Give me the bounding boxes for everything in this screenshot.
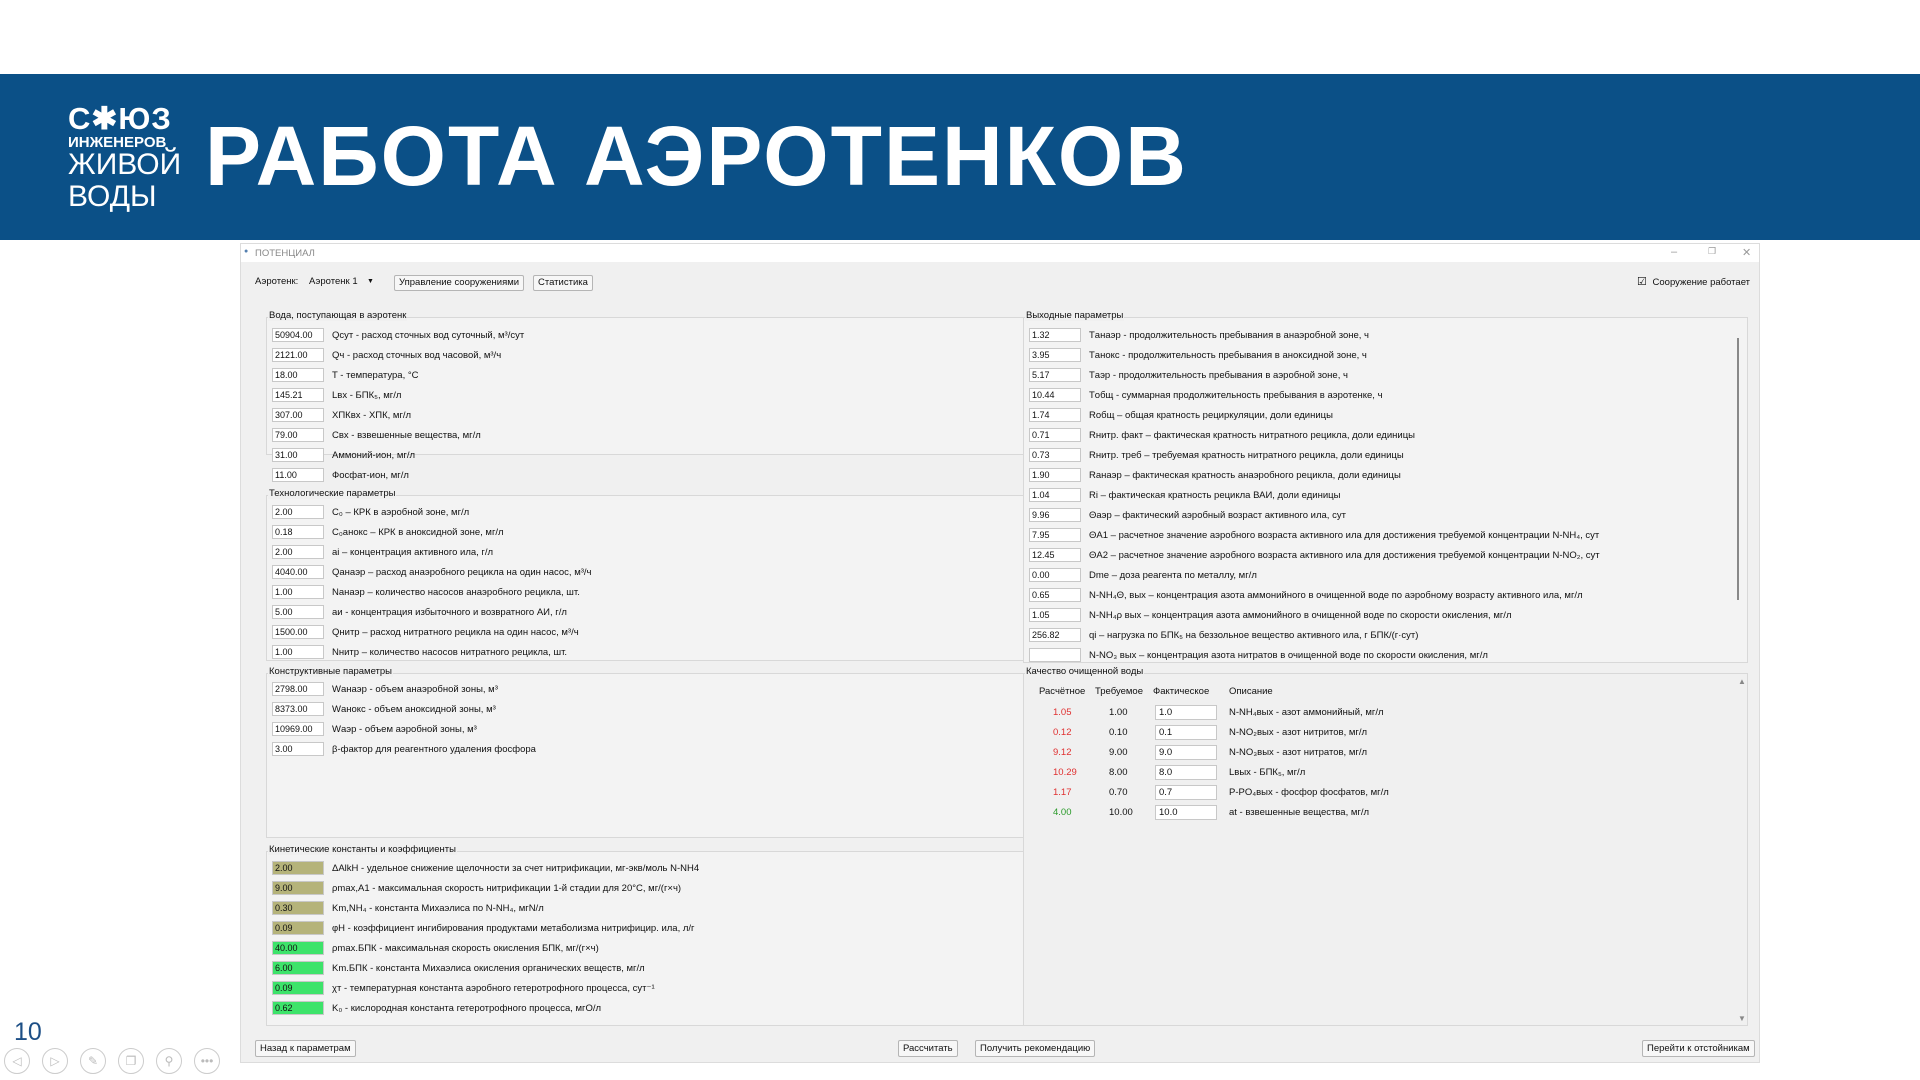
- calc-value: 1.17: [1053, 787, 1072, 798]
- value-field[interactable]: 0.09: [272, 981, 324, 995]
- value-field[interactable]: [1029, 648, 1081, 662]
- value-field[interactable]: 0.18: [272, 525, 324, 539]
- quality-row: [1039, 805, 1459, 821]
- construct-param-row: [272, 721, 477, 737]
- param-label: Qанаэр – расход анаэробного рецикла на один насос, м³/ч: [332, 566, 592, 578]
- output-param-row: [1029, 647, 1488, 663]
- value-field[interactable]: 5.17: [1029, 368, 1081, 382]
- output-panel: [1023, 317, 1748, 663]
- quality-title: Качество очищенной воды: [1026, 666, 1144, 677]
- param-label: Dme – доза реагента по металлу, мг/л: [1089, 569, 1257, 581]
- kinetic-param-row: [272, 860, 699, 876]
- value-field[interactable]: 1.32: [1029, 328, 1081, 342]
- construct-param-row: [272, 701, 496, 717]
- logo: [68, 103, 180, 212]
- required-value: 8.00: [1109, 767, 1128, 778]
- value-field[interactable]: 2.00: [272, 861, 324, 875]
- param-label: ΘA2 – расчетное значение аэробного возраста активного ила для достижения требуемой концентрации N-NO₂, сут: [1089, 549, 1600, 561]
- value-field[interactable]: 1.00: [272, 645, 324, 659]
- water-in-row: [272, 347, 501, 363]
- param-label: Tанаэр - продолжительность пребывания в анаэробной зоне, ч: [1089, 329, 1369, 341]
- value-field[interactable]: 2798.00: [272, 682, 324, 696]
- tech-title: Технологические параметры: [269, 488, 396, 499]
- actual-value-input[interactable]: 0.1: [1155, 725, 1217, 740]
- param-label: T - температура, °С: [332, 369, 419, 381]
- value-field[interactable]: 18.00: [272, 368, 324, 382]
- value-field[interactable]: 9.00: [272, 881, 324, 895]
- quality-row: [1039, 765, 1459, 781]
- tank-select[interactable]: [309, 275, 377, 291]
- param-label: ai – концентрация активного ила, г/л: [332, 546, 494, 558]
- param-label: Θаэр – фактический аэробный возраст активного ила, сут: [1089, 509, 1346, 521]
- minimize-icon[interactable]: –: [1671, 246, 1678, 258]
- next-icon[interactable]: ▷: [42, 1048, 68, 1074]
- actual-value-input[interactable]: 1.0: [1155, 705, 1217, 720]
- output-param-row: [1029, 407, 1333, 423]
- param-label: Свх - взвешенные вещества, мг/л: [332, 429, 481, 441]
- param-label: Аммоний-ион, мг/л: [332, 449, 415, 461]
- param-label: Wаэр - объем аэробной зоны, м³: [332, 723, 477, 735]
- close-icon[interactable]: ✕: [1742, 247, 1752, 259]
- zoom-icon[interactable]: ⚲: [156, 1048, 182, 1074]
- app-icon: ●: [244, 248, 249, 255]
- output-param-row: [1029, 367, 1348, 383]
- param-label: Qсут - расход сточных вод суточный, м³/сут: [332, 329, 525, 341]
- param-label: ХПКвх - ХПК, мг/л: [332, 409, 412, 421]
- quality-row: [1039, 745, 1459, 761]
- param-label: C₀ – КРК в аэробной зоне, мг/л: [332, 506, 470, 518]
- water-in-title: Вода, поступающая в аэротенк: [269, 310, 407, 321]
- output-title: Выходные параметры: [1026, 310, 1124, 321]
- tech-param-row: [272, 564, 592, 580]
- quality-row: [1039, 785, 1459, 801]
- value-field[interactable]: 1.00: [272, 585, 324, 599]
- value-field[interactable]: 1.90: [1029, 468, 1081, 482]
- actual-value-input[interactable]: 10.0: [1155, 805, 1217, 820]
- scrollbar[interactable]: [1737, 338, 1739, 600]
- param-label: Rнитр. треб – требуемая кратность нитратного рецикла, доли единицы: [1089, 449, 1404, 461]
- tank-label: Аэротенк:: [255, 276, 299, 287]
- go-to-settlers-button[interactable]: Перейти к отстойникам: [1642, 1040, 1755, 1057]
- param-label: Nнитр – количество насосов нитратного рецикла, шт.: [332, 646, 568, 658]
- pen-icon[interactable]: ✎: [80, 1048, 106, 1074]
- value-field[interactable]: 307.00: [272, 408, 324, 422]
- quality-description: N-NO₂вых - азот нитритов, мг/л: [1229, 727, 1368, 738]
- kinetic-param-row: [272, 960, 645, 976]
- output-param-row: [1029, 587, 1583, 603]
- required-value: 10.00: [1109, 807, 1133, 818]
- slides-icon[interactable]: ❐: [118, 1048, 144, 1074]
- col-header-required: Требуемое: [1095, 686, 1143, 697]
- water-in-row: [272, 427, 481, 443]
- construct-param-row: [272, 741, 536, 757]
- actual-value-input[interactable]: 9.0: [1155, 745, 1217, 760]
- water-in-row: [272, 407, 411, 423]
- tank-select-value: Аэротенк 1: [309, 276, 358, 287]
- logo-line: ИНЖЕНЕРОВ: [68, 134, 167, 151]
- param-label: Tаэр - продолжительность пребывания в аэробной зоне, ч: [1089, 369, 1348, 381]
- param-label: Tанокс - продолжительность пребывания в аноксидной зоне, ч: [1089, 349, 1367, 361]
- value-field[interactable]: 10969.00: [272, 722, 324, 736]
- value-field[interactable]: 11.00: [272, 468, 324, 482]
- water-in-row: [272, 467, 409, 483]
- param-label: Rнитр. факт – фактическая кратность нитратного рецикла, доли единицы: [1089, 429, 1415, 441]
- quality-row: [1039, 725, 1459, 741]
- quality-description: N-NH₄вых - азот аммонийный, мг/л: [1229, 707, 1384, 718]
- kinetic-param-row: [272, 1000, 601, 1016]
- param-label: Qч - расход сточных вод часовой, м³/ч: [332, 349, 502, 361]
- kinetic-title: Кинетические константы и коэффициенты: [269, 844, 456, 855]
- manage-structures-button[interactable]: Управление сооружениями: [394, 275, 524, 291]
- output-param-row: [1029, 427, 1415, 443]
- col-header-calc: Расчётное: [1039, 686, 1086, 697]
- output-param-row: [1029, 487, 1340, 503]
- col-header-description: Описание: [1229, 686, 1273, 697]
- output-param-row: [1029, 467, 1401, 483]
- param-label: Wанаэр - объем анаэробной зоны, м³: [332, 683, 498, 695]
- kinetic-param-row: [272, 940, 599, 956]
- value-field[interactable]: 2121.00: [272, 348, 324, 362]
- quality-description: at - взвешенные вещества, мг/л: [1229, 807, 1370, 818]
- value-field[interactable]: 6.00: [272, 961, 324, 975]
- param-label: N-NH₄ρ вых – концентрация азота аммонийного в очищенной воде по скорости окисления, мг/л: [1089, 609, 1512, 621]
- output-param-row: [1029, 567, 1257, 583]
- param-label: Nанаэр – количество насосов анаэробного рецикла, шт.: [332, 586, 580, 598]
- param-label: β-фактор для реагентного удаления фосфора: [332, 743, 536, 755]
- output-param-row: [1029, 387, 1383, 403]
- output-param-row: [1029, 607, 1512, 623]
- slide-title: РАБОТА АЭРОТЕНКОВ: [205, 109, 1188, 203]
- quality-description: N-NO₃вых - азот нитратов, мг/л: [1229, 747, 1367, 758]
- slide-number: 10: [14, 1018, 42, 1046]
- param-label: ρmax.БПК - максимальная скорость окисления БПК, мг/(г×ч): [332, 942, 599, 954]
- value-field[interactable]: 50904.00: [272, 328, 324, 342]
- value-field[interactable]: 0.73: [1029, 448, 1081, 462]
- output-param-row: [1029, 447, 1404, 463]
- scroll-up-icon[interactable]: ▲: [1738, 677, 1746, 686]
- quality-description: P-PO₄вых - фосфор фосфатов, мг/л: [1229, 787, 1389, 798]
- value-field[interactable]: 40.00: [272, 941, 324, 955]
- param-label: Km.БПК - константа Михаэлиса окисления органических веществ, мг/л: [332, 962, 645, 974]
- works-checkbox-label: Сооружение работает: [1652, 277, 1751, 288]
- app-window: [240, 243, 1760, 1063]
- param-label: Фосфат-ион, мг/л: [332, 469, 409, 481]
- value-field[interactable]: 0.65: [1029, 588, 1081, 602]
- param-label: Qнитр – расход нитратного рецикла на один насос, м³/ч: [332, 626, 579, 638]
- get-recommendation-button[interactable]: Получить рекомендацию: [975, 1040, 1095, 1057]
- param-label: N-NO₃ вых – концентрация азота нитратов в очищенной воде по скорости окисления, мг/л: [1089, 649, 1488, 661]
- quality-panel: [1023, 673, 1748, 1026]
- more-icon[interactable]: •••: [194, 1048, 220, 1074]
- output-param-row: [1029, 527, 1599, 543]
- value-field[interactable]: 10.44: [1029, 388, 1081, 402]
- value-field[interactable]: 31.00: [272, 448, 324, 462]
- value-field[interactable]: 1.04: [1029, 488, 1081, 502]
- output-param-row: [1029, 507, 1346, 523]
- presentation-toolbar: [4, 1048, 220, 1074]
- maximize-icon[interactable]: ❐: [1708, 246, 1717, 256]
- actual-value-input[interactable]: 0.7: [1155, 785, 1217, 800]
- checkbox-icon: ☑: [1637, 276, 1647, 288]
- output-param-row: [1029, 627, 1418, 643]
- param-label: qi – нагрузка по БПК₅ на беззольное вещество активного ила, г БПК/(г·сут): [1089, 629, 1419, 641]
- param-label: Wанокс - объем аноксидной зоны, м³: [332, 703, 496, 715]
- statistics-button[interactable]: Статистика: [533, 275, 593, 291]
- required-value: 0.10: [1109, 727, 1128, 738]
- value-field[interactable]: 1.05: [1029, 608, 1081, 622]
- value-field[interactable]: 3.00: [272, 742, 324, 756]
- param-label: K₀ - кислородная константа гетеротрофного процесса, мгО/л: [332, 1002, 602, 1014]
- quality-row: [1039, 705, 1459, 721]
- param-label: ΘA1 – расчетное значение аэробного возраста активного ила для достижения требуемой концентрации N-NH₄, сут: [1089, 529, 1600, 541]
- kinetic-param-row: [272, 980, 655, 996]
- actual-value-input[interactable]: 8.0: [1155, 765, 1217, 780]
- calc-value: 1.05: [1053, 707, 1072, 718]
- window-title: ПОТЕНЦИАЛ: [255, 248, 315, 259]
- tech-param-row: [272, 544, 493, 560]
- water-in-row: [272, 387, 401, 403]
- quality-description: Lвых - БПК₅, мг/л: [1229, 767, 1306, 778]
- param-label: Lвх - БПК₅, мг/л: [332, 389, 402, 401]
- param-label: N-NH₄Θ, вых – концентрация азота аммонийного в очищенной воде по аэробному возрасту активного ила, мг/л: [1089, 589, 1583, 601]
- value-field[interactable]: 5.00: [272, 605, 324, 619]
- required-value: 1.00: [1109, 707, 1128, 718]
- value-field[interactable]: 1500.00: [272, 625, 324, 639]
- required-value: 0.70: [1109, 787, 1128, 798]
- value-field[interactable]: 4040.00: [272, 565, 324, 579]
- chevron-down-icon: ▼: [367, 278, 374, 285]
- construct-title: Конструктивные параметры: [269, 666, 393, 677]
- tech-param-row: [272, 644, 567, 660]
- value-field[interactable]: 79.00: [272, 428, 324, 442]
- value-field[interactable]: 3.95: [1029, 348, 1081, 362]
- value-field[interactable]: 0.09: [272, 921, 324, 935]
- param-label: Ri – фактическая кратность рецикла ВАИ, доли единицы: [1089, 489, 1341, 501]
- kinetic-param-row: [272, 880, 681, 896]
- water-in-row: [272, 447, 415, 463]
- col-header-actual: Фактическое: [1153, 686, 1210, 697]
- param-label: χт - температурная константа аэробного гетеротрофного процесса, сут⁻¹: [332, 982, 655, 994]
- previous-icon[interactable]: ◁: [4, 1048, 30, 1074]
- logo-line: ЖИВОЙ: [68, 148, 182, 181]
- value-field[interactable]: 7.95: [1029, 528, 1081, 542]
- water-in-row: [272, 327, 524, 343]
- calc-value: 4.00: [1053, 807, 1072, 818]
- calc-value: 0.12: [1053, 727, 1072, 738]
- calc-value: 10.29: [1053, 767, 1077, 778]
- param-label: Tобщ - суммарная продолжительность пребывания в аэротенке, ч: [1089, 389, 1383, 401]
- param-label: aи - концентрация избыточного и возвратного АИ, г/л: [332, 606, 567, 618]
- param-label: ΔAlkH - удельное снижение щелочности за счет нитрификации, мг-экв/моль N-NH4: [332, 862, 700, 874]
- param-label: C₀анокс – КРК в аноксидной зоне, мг/л: [332, 526, 504, 538]
- value-field[interactable]: 8373.00: [272, 702, 324, 716]
- window-titlebar: [241, 244, 1759, 262]
- value-field[interactable]: 0.30: [272, 901, 324, 915]
- value-field[interactable]: 0.62: [272, 1001, 324, 1015]
- water-in-row: [272, 367, 419, 383]
- tech-param-row: [272, 584, 580, 600]
- param-label: Km,NH₄ - константа Михаэлиса по N-NH₄, мгN/л: [332, 902, 544, 914]
- output-param-row: [1029, 327, 1369, 343]
- back-to-params-button[interactable]: Назад к параметрам: [255, 1040, 356, 1057]
- calc-value: 9.12: [1053, 747, 1072, 758]
- kinetic-param-row: [272, 920, 695, 936]
- output-param-row: [1029, 547, 1600, 563]
- param-label: Rанаэр – фактическая кратность анаэробного рецикла, доли единицы: [1089, 469, 1401, 481]
- construct-param-row: [272, 681, 498, 697]
- tech-param-row: [272, 604, 567, 620]
- param-label: ρmax,A1 - максимальная скорость нитрификации 1-й стадии для 20°С, мг/(г×ч): [332, 882, 682, 894]
- required-value: 9.00: [1109, 747, 1128, 758]
- tech-param-row: [272, 524, 504, 540]
- param-label: Rобщ – общая кратность рециркуляции, доли единицы: [1089, 409, 1333, 421]
- logo-line: С✱ЮЗ: [68, 101, 172, 136]
- logo-line: ВОДЫ: [68, 180, 157, 213]
- value-field[interactable]: 2.00: [272, 545, 324, 559]
- value-field[interactable]: 256.82: [1029, 628, 1081, 642]
- kinetic-param-row: [272, 900, 544, 916]
- tech-param-row: [272, 504, 469, 520]
- value-field[interactable]: 12.45: [1029, 548, 1081, 562]
- value-field[interactable]: 0.00: [1029, 568, 1081, 582]
- value-field[interactable]: 0.71: [1029, 428, 1081, 442]
- calculate-button[interactable]: Рассчитать: [898, 1040, 958, 1057]
- value-field[interactable]: 1.74: [1029, 408, 1081, 422]
- output-param-row: [1029, 347, 1367, 363]
- value-field[interactable]: 145.21: [272, 388, 324, 402]
- scroll-down-icon[interactable]: ▼: [1738, 1014, 1746, 1023]
- works-checkbox[interactable]: [1637, 275, 1750, 291]
- value-field[interactable]: 9.96: [1029, 508, 1081, 522]
- tech-param-row: [272, 624, 579, 640]
- param-label: φН - коэффициент ингибирования продуктами метаболизма нитрифицир. ила, л/г: [332, 922, 695, 934]
- value-field[interactable]: 2.00: [272, 505, 324, 519]
